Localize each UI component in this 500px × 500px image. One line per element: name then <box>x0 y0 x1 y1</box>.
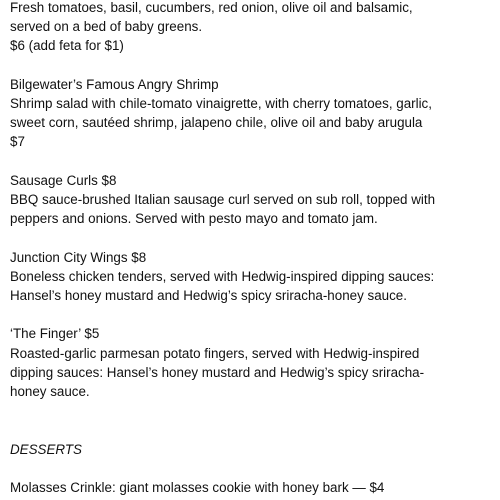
item-description-line: Shrimp salad with chile-tomato vinaigrette, with cherry tomatoes, garlic, <box>10 96 432 111</box>
item-price: $7 <box>10 134 25 150</box>
spacer <box>10 56 492 75</box>
menu-document <box>10 0 492 497</box>
item-description-line: Boneless chicken tenders, served with Hedwig-inspired dipping sauces: <box>10 268 435 284</box>
menu-item-sausage-curls <box>10 171 492 229</box>
item-description-line: served on a bed of baby greens. <box>10 19 203 35</box>
spacer <box>10 305 492 324</box>
item-description-line: honey sauce. <box>10 384 90 399</box>
spacer <box>10 401 492 420</box>
menu-item-angry-shrimp <box>10 75 492 152</box>
desserts-section <box>10 440 492 498</box>
section-heading: DESSERTS <box>10 441 82 457</box>
spacer <box>10 420 492 439</box>
menu-item-junction-city-wings <box>10 248 492 306</box>
item-title: Junction City Wings $8 <box>10 249 147 265</box>
item-title: Sausage Curls $8 <box>10 172 117 188</box>
item-title: ‘The Finger’ $5 <box>10 326 100 342</box>
spacer <box>10 152 492 171</box>
item-description-line: peppers and onions. Served with pesto mayo and tomato jam. <box>10 211 378 227</box>
item-description-line: Fresh tomatoes, basil, cucumbers, red onion, olive oil and balsamic, <box>10 0 413 15</box>
item-price: $6 (add feta for $1) <box>10 38 124 54</box>
item-description-line: sweet corn, sautéed shrimp, jalapeno chile, olive oil and baby arugula <box>10 115 423 131</box>
spacer <box>10 228 492 247</box>
item-title: Bilgewater’s Famous Angry Shrimp <box>10 76 219 92</box>
spacer <box>10 459 492 478</box>
item-description-line: dipping sauces: Hansel’s honey mustard and Hedwig’s spicy sriracha- <box>10 364 425 380</box>
item-description-line: Roasted-garlic parmesan potato fingers, served with Hedwig-inspired <box>10 345 420 361</box>
menu-item-the-finger <box>10 324 492 401</box>
menu-item-intro <box>10 0 492 56</box>
dessert-item: Molasses Crinkle: giant molasses cookie with honey bark — $4 <box>10 479 385 495</box>
item-description-line: BBQ sauce-brushed Italian sausage curl served on sub roll, topped with <box>10 192 436 207</box>
item-description-line: Hansel’s honey mustard and Hedwig’s spicy sriracha-honey sauce. <box>10 288 407 303</box>
